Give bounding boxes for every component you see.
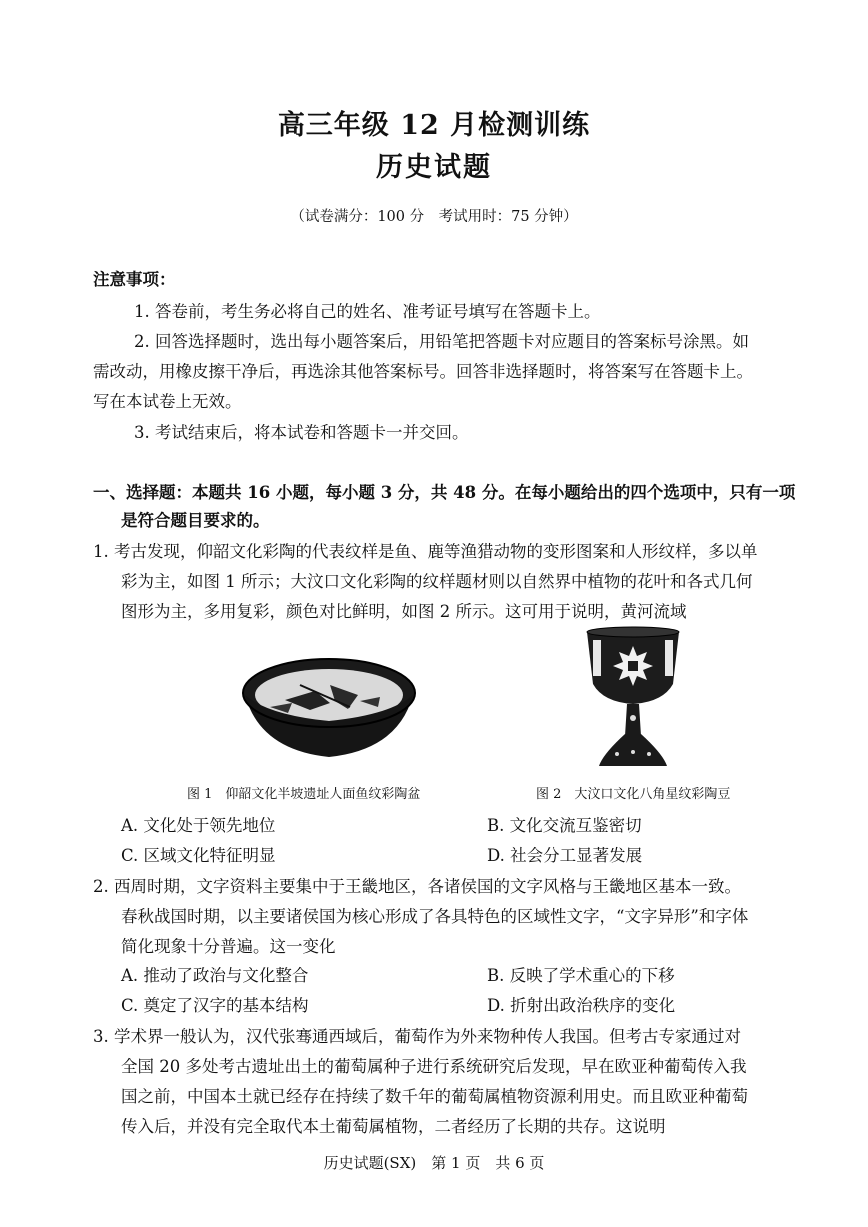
- q3-stem-line-1: 3. 学术界一般认为，汉代张骞通西域后，葡萄作为外来物种传人我国。但考古专家通过对: [93, 1027, 741, 1046]
- figure-2-dou-image: [583, 626, 683, 771]
- exam-title: 高三年级 12 月检测训练: [277, 110, 591, 141]
- q1-stem-line-2: 彩为主，如图 1 所示；大汶口文化彩陶的纹样题材则以自然界中植物的花叶和各式几何: [121, 572, 753, 591]
- exam-subject: 历史试题: [376, 152, 492, 183]
- q3-stem-line-2: 全国 20 多处考古遗址出土的葡萄属种子进行系统研究后发现，早在欧亚种葡萄传入我: [121, 1057, 747, 1076]
- notice-item-2-line-3: 写在本试卷上无效。: [93, 392, 242, 411]
- figure-1-caption: 图 1 仰韶文化半坡遗址人面鱼纹彩陶盆: [187, 787, 421, 802]
- exam-info: （试卷满分：100 分 考试用时：75 分钟）: [290, 209, 578, 225]
- q1-option-b: B. 文化交流互鉴密切: [487, 816, 642, 835]
- section-heading-line-2: 是符合题目要求的。: [121, 511, 270, 530]
- q1-stem-line-1: 1. 考古发现，仰韶文化彩陶的代表纹样是鱼、鹿等渔猎动物的变形图案和人形纹样，多以单: [93, 542, 758, 561]
- page-footer: 历史试题(SX) 第 1 页 共 6 页: [323, 1154, 545, 1172]
- notice-heading: 注意事项：: [93, 270, 176, 289]
- figure-2-caption: 图 2 大汶口文化八角星纹彩陶豆: [536, 787, 731, 802]
- q1-stem-line-3: 图形为主，多用复彩，颜色对比鲜明，如图 2 所示。这可用于说明，黄河流域: [121, 602, 687, 621]
- notice-item-2-line-2: 需改动，用橡皮擦干净后，再选涂其他答案标号。回答非选择题时，将答案写在答题卡上。: [93, 362, 753, 381]
- q2-stem-line-1: 2. 西周时期，文字资料主要集中于王畿地区，各诸侯国的文字风格与王畿地区基本一致。: [93, 877, 741, 896]
- q2-option-a: A. 推动了政治与文化整合: [121, 966, 309, 985]
- q2-option-d: D. 折射出政治秩序的变化: [487, 996, 676, 1015]
- q2-option-c: C. 奠定了汉字的基本结构: [121, 996, 309, 1015]
- q1-option-a: A. 文化处于领先地位: [121, 816, 276, 835]
- section-heading-line-1: 一、选择题：本题共 16 小题，每小题 3 分，共 48 分。在每小题给出的四个选项中，只有一项: [93, 483, 796, 502]
- q1-option-c: C. 区域文化特征明显: [121, 846, 276, 865]
- figure-1-basin-image: [240, 655, 418, 765]
- q2-option-b: B. 反映了学术重心的下移: [487, 966, 675, 985]
- q2-stem-line-3: 简化现象十分普遍。这一变化: [121, 937, 336, 956]
- notice-item-2-line-1: 2. 回答选择题时，选出每小题答案后，用铅笔把答题卡对应题目的答案标号涂黑。如: [134, 332, 749, 351]
- notice-item-3: 3. 考试结束后，将本试卷和答题卡一并交回。: [134, 423, 469, 442]
- notice-item-1: 1. 答卷前，考生务必将自己的姓名、准考证号填写在答题卡上。: [134, 302, 601, 321]
- q2-stem-line-2: 春秋战国时期，以主要诸侯国为核心形成了各具特色的区域性文字，“文字异形”和字体: [121, 907, 749, 926]
- q1-option-d: D. 社会分工显著发展: [487, 846, 643, 865]
- q3-stem-line-4: 传入后，并没有完全取代本土葡萄属植物，二者经历了长期的共存。这说明: [121, 1117, 666, 1136]
- q3-stem-line-3: 国之前，中国本土就已经存在持续了数千年的葡萄属植物资源利用史。而且欧亚种葡萄: [121, 1087, 748, 1106]
